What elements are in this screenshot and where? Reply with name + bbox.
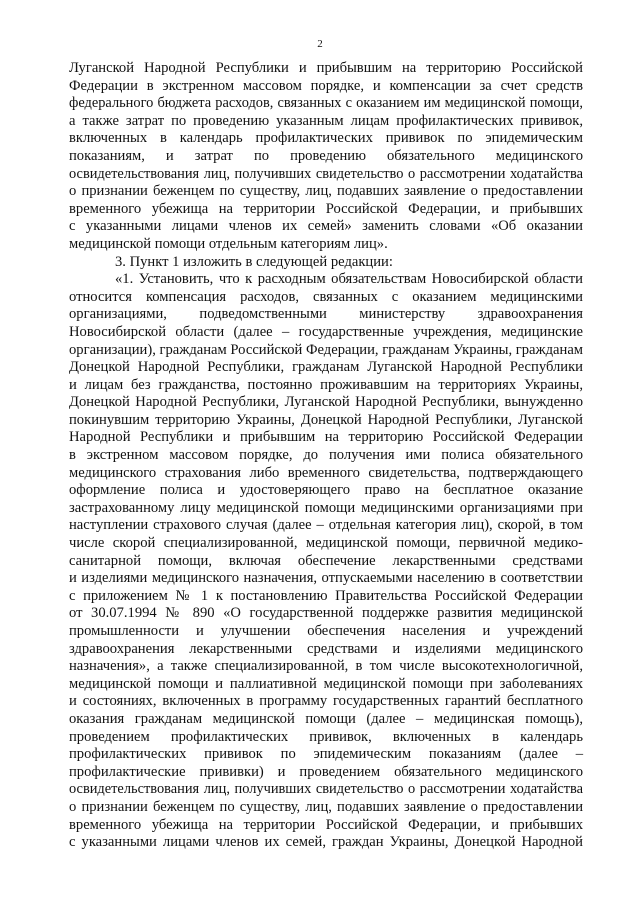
text-line: а также затрат по проведению указанным лицам профилактических прививок,: [69, 112, 583, 129]
text-line: временного убежища на территории Российской Федерации, и прибывших: [69, 816, 583, 833]
text-line: Луганской Народной Республики и прибывшим на территорию Российской: [69, 60, 583, 76]
text-line: проведением профилактических прививок, включенных в календарь: [69, 728, 583, 745]
text-line: освидетельствования лиц, получивших свидетельство о рассмотрении ходатайства: [69, 165, 583, 182]
text-line: освидетельствования лиц, получивших свидетельство о рассмотрении ходатайства: [69, 781, 583, 798]
text-line: назначения», а также специализированной, в том числе высокотехнологичной,: [69, 658, 583, 675]
text-line: оказания гражданам медицинской помощи (далее – медицинская помощь),: [69, 710, 583, 727]
text-line: Народной Республики и прибывшим на территорию Российской Федерации: [69, 429, 583, 446]
text-line: организации), гражданам Российской Федерации, гражданам Украины, гражданам: [69, 341, 584, 358]
text-line: временного убежища на территории Российской Федерации, и прибывших: [69, 200, 583, 217]
text-line: медицинской помощи и паллиативной медицинской помощи при заболеваниях: [69, 675, 583, 692]
text-line: наступлении страхового случая (далее – отдельная категория лиц), скорой, в том: [69, 517, 583, 534]
text-line: организациями, подведомственными министерству здравоохранения: [69, 306, 583, 323]
text-line: в экстренном массовом порядке, до получения ими полиса обязательного: [69, 447, 583, 464]
text-line: профилактических прививок по эпидемическим показаниям (далее –: [69, 746, 583, 763]
page-number: 2: [317, 38, 323, 50]
text-line: Новосибирской области (далее – государственные учреждения, медицинские: [69, 323, 583, 340]
text-line: Федерации в экстренном массовом порядке, и компенсации за счет средств: [69, 77, 583, 94]
text-line: Донецкой Народной Республики, Луганской Народной Республики, вынужденно: [69, 394, 583, 411]
text-line: здравоохранения лекарственными средствами и изделиями медицинского: [69, 640, 583, 657]
text-line: федерального бюджета расходов, связанных с оказанием им медицинской помощи,: [69, 95, 583, 112]
text-line: оформление полиса и удостоверяющего право на бесплатное оказание: [69, 482, 583, 499]
text-line: санитарной помощи, включая обеспечение лекарственными средствами: [69, 552, 583, 569]
text-line: и состояниях, включенных в программу государственных гарантий бесплатного: [69, 693, 583, 710]
text-line: покинувшим территорию Украины, Донецкой Народной Республики, Луганской: [69, 411, 583, 428]
text-line: и изделиями медицинского назначения, отпускаемыми населению в соответствии: [69, 570, 583, 587]
text-line: 3. Пункт 1 изложить в следующей редакции:: [115, 253, 393, 270]
text-line: с приложением № 1 к постановлению Правительства Российской Федерации: [69, 587, 583, 604]
text-line: медицинского страхования либо временного свидетельства, подтверждающего: [69, 464, 583, 481]
text-line: включенных в календарь профилактических прививок по эпидемическим: [69, 130, 583, 147]
text-line: числе скорой специализированной, медицинской помощи, первичной медико-: [69, 535, 583, 552]
text-line: о признании беженцем по существу, лиц, подавших заявление о предоставлении: [69, 798, 583, 815]
text-line: с указанными лицами членов их семей, граждан Украины, Донецкой Народной: [69, 834, 583, 851]
text-line: от 30.07.1994 № 890 «О государственной поддержке развития медицинской: [69, 605, 583, 622]
text-line: относится компенсация расходов, связанных с оказанием медицинскими: [69, 288, 583, 305]
text-line: профилактические прививки) и проведением обязательного медицинского: [69, 763, 583, 780]
text-line: о признании беженцем по существу, лиц, подавших заявление о предоставлении: [69, 183, 583, 200]
text-line: показаниям, и затрат по проведению обязательного медицинского: [69, 147, 583, 164]
text-line: «1. Установить, что к расходным обязательствам Новосибирской области: [115, 271, 583, 288]
text-line: и лицам без гражданства, постоянно проживавшим на территориях Украины,: [69, 376, 583, 393]
text-line: медицинской помощи отдельным категориям лиц».: [69, 235, 388, 252]
document-body: [69, 60, 583, 852]
text-line: промышленности и улучшении обеспечения населения и учреждений: [69, 623, 583, 639]
text-line: Донецкой Народной Республики, гражданам Луганской Народной Республики: [69, 359, 583, 376]
text-line: застрахованному лицу медицинской помощи медицинскими организациями при: [69, 499, 583, 516]
text-line: с указанными лицами членов их семей» заменить словами «Об оказании: [69, 218, 583, 235]
